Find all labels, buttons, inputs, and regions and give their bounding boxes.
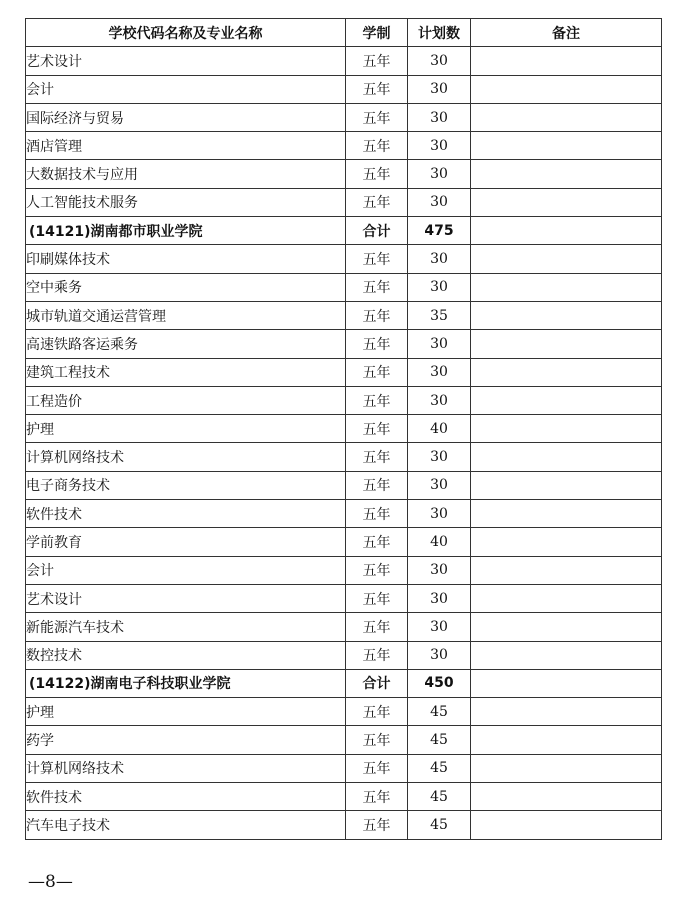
years-cell: 五年 bbox=[346, 330, 408, 358]
major-name-cell: 数控技术 bbox=[26, 641, 346, 669]
major-name-cell: 汽车电子技术 bbox=[26, 811, 346, 839]
years-cell: 五年 bbox=[346, 132, 408, 160]
years-cell: 五年 bbox=[346, 584, 408, 612]
table-row bbox=[26, 358, 662, 386]
page-number: —8— bbox=[28, 872, 73, 892]
plan-count-cell: 30 bbox=[408, 471, 471, 499]
years-cell: 合计 bbox=[346, 669, 408, 697]
note-cell bbox=[471, 273, 662, 301]
major-name-cell: 计算机网络技术 bbox=[26, 443, 346, 471]
note-cell bbox=[471, 641, 662, 669]
table-row bbox=[26, 811, 662, 839]
major-name-cell: 国际经济与贸易 bbox=[26, 103, 346, 131]
table-row bbox=[26, 726, 662, 754]
table-row bbox=[26, 160, 662, 188]
years-cell: 五年 bbox=[346, 103, 408, 131]
enrollment-plan-table bbox=[25, 18, 662, 840]
table-row bbox=[26, 132, 662, 160]
major-name-cell: 软件技术 bbox=[26, 783, 346, 811]
years-cell: 五年 bbox=[346, 301, 408, 329]
years-cell: 五年 bbox=[346, 188, 408, 216]
table-row bbox=[26, 584, 662, 612]
header-years: 学制 bbox=[346, 19, 408, 47]
years-cell: 五年 bbox=[346, 556, 408, 584]
years-cell: 五年 bbox=[346, 358, 408, 386]
major-name-cell: 艺术设计 bbox=[26, 47, 346, 75]
plan-count-cell: 30 bbox=[408, 443, 471, 471]
table-row bbox=[26, 103, 662, 131]
note-cell bbox=[471, 386, 662, 414]
years-cell: 五年 bbox=[346, 386, 408, 414]
plan-count-cell: 45 bbox=[408, 726, 471, 754]
table-row bbox=[26, 415, 662, 443]
note-cell bbox=[471, 188, 662, 216]
school-name-cell: (14121)湖南都市职业学院 bbox=[26, 217, 346, 245]
years-cell: 五年 bbox=[346, 273, 408, 301]
plan-count-cell: 30 bbox=[408, 358, 471, 386]
major-name-cell: 计算机网络技术 bbox=[26, 754, 346, 782]
note-cell bbox=[471, 132, 662, 160]
table-row bbox=[26, 47, 662, 75]
years-cell: 五年 bbox=[346, 528, 408, 556]
table-row bbox=[26, 471, 662, 499]
table-row bbox=[26, 245, 662, 273]
table-row bbox=[26, 330, 662, 358]
major-name-cell: 护理 bbox=[26, 415, 346, 443]
years-cell: 五年 bbox=[346, 698, 408, 726]
years-cell: 五年 bbox=[346, 245, 408, 273]
note-cell bbox=[471, 103, 662, 131]
table-header-row bbox=[26, 19, 662, 47]
major-name-cell: 印刷媒体技术 bbox=[26, 245, 346, 273]
major-name-cell: 大数据技术与应用 bbox=[26, 160, 346, 188]
school-name-cell: (14122)湖南电子科技职业学院 bbox=[26, 669, 346, 697]
table-row bbox=[26, 273, 662, 301]
plan-count-cell: 475 bbox=[408, 217, 471, 245]
table-row bbox=[26, 75, 662, 103]
note-cell bbox=[471, 245, 662, 273]
note-cell bbox=[471, 358, 662, 386]
years-cell: 五年 bbox=[346, 160, 408, 188]
plan-count-cell: 30 bbox=[408, 132, 471, 160]
header-plan-count: 计划数 bbox=[408, 19, 471, 47]
major-name-cell: 空中乘务 bbox=[26, 273, 346, 301]
years-cell: 五年 bbox=[346, 726, 408, 754]
plan-count-cell: 30 bbox=[408, 273, 471, 301]
note-cell bbox=[471, 500, 662, 528]
plan-count-cell: 30 bbox=[408, 584, 471, 612]
years-cell: 五年 bbox=[346, 811, 408, 839]
table-row bbox=[26, 188, 662, 216]
table-row bbox=[26, 556, 662, 584]
major-name-cell: 会计 bbox=[26, 556, 346, 584]
plan-count-cell: 30 bbox=[408, 330, 471, 358]
header-school-major: 学校代码名称及专业名称 bbox=[26, 19, 346, 47]
plan-count-cell: 450 bbox=[408, 669, 471, 697]
years-cell: 合计 bbox=[346, 217, 408, 245]
note-cell bbox=[471, 330, 662, 358]
plan-count-cell: 45 bbox=[408, 783, 471, 811]
table-row bbox=[26, 754, 662, 782]
note-cell bbox=[471, 613, 662, 641]
major-name-cell: 新能源汽车技术 bbox=[26, 613, 346, 641]
years-cell: 五年 bbox=[346, 641, 408, 669]
plan-count-cell: 30 bbox=[408, 103, 471, 131]
note-cell bbox=[471, 75, 662, 103]
years-cell: 五年 bbox=[346, 754, 408, 782]
plan-count-cell: 30 bbox=[408, 556, 471, 584]
plan-count-cell: 45 bbox=[408, 811, 471, 839]
plan-count-cell: 30 bbox=[408, 613, 471, 641]
header-note: 备注 bbox=[471, 19, 662, 47]
plan-count-cell: 30 bbox=[408, 386, 471, 414]
plan-count-cell: 30 bbox=[408, 47, 471, 75]
major-name-cell: 建筑工程技术 bbox=[26, 358, 346, 386]
plan-count-cell: 45 bbox=[408, 698, 471, 726]
years-cell: 五年 bbox=[346, 471, 408, 499]
major-name-cell: 城市轨道交通运营管理 bbox=[26, 301, 346, 329]
major-name-cell: 护理 bbox=[26, 698, 346, 726]
plan-count-cell: 30 bbox=[408, 245, 471, 273]
plan-count-cell: 35 bbox=[408, 301, 471, 329]
years-cell: 五年 bbox=[346, 443, 408, 471]
table-row bbox=[26, 613, 662, 641]
table-row bbox=[26, 443, 662, 471]
note-cell bbox=[471, 726, 662, 754]
table-row bbox=[26, 783, 662, 811]
major-name-cell: 工程造价 bbox=[26, 386, 346, 414]
major-name-cell: 药学 bbox=[26, 726, 346, 754]
table-row bbox=[26, 301, 662, 329]
plan-count-cell: 40 bbox=[408, 415, 471, 443]
note-cell bbox=[471, 556, 662, 584]
table-row bbox=[26, 641, 662, 669]
major-name-cell: 软件技术 bbox=[26, 500, 346, 528]
years-cell: 五年 bbox=[346, 75, 408, 103]
major-name-cell: 学前教育 bbox=[26, 528, 346, 556]
major-name-cell: 酒店管理 bbox=[26, 132, 346, 160]
note-cell bbox=[471, 698, 662, 726]
school-total-row bbox=[26, 669, 662, 697]
major-name-cell: 高速铁路客运乘务 bbox=[26, 330, 346, 358]
years-cell: 五年 bbox=[346, 783, 408, 811]
note-cell bbox=[471, 415, 662, 443]
years-cell: 五年 bbox=[346, 500, 408, 528]
table-row bbox=[26, 698, 662, 726]
note-cell bbox=[471, 471, 662, 499]
plan-count-cell: 40 bbox=[408, 528, 471, 556]
table-row bbox=[26, 528, 662, 556]
years-cell: 五年 bbox=[346, 415, 408, 443]
years-cell: 五年 bbox=[346, 613, 408, 641]
note-cell bbox=[471, 669, 662, 697]
major-name-cell: 艺术设计 bbox=[26, 584, 346, 612]
plan-count-cell: 30 bbox=[408, 75, 471, 103]
note-cell bbox=[471, 443, 662, 471]
table-row bbox=[26, 386, 662, 414]
note-cell bbox=[471, 754, 662, 782]
table-body bbox=[26, 47, 662, 839]
plan-count-cell: 30 bbox=[408, 500, 471, 528]
note-cell bbox=[471, 301, 662, 329]
note-cell bbox=[471, 47, 662, 75]
note-cell bbox=[471, 584, 662, 612]
plan-count-cell: 30 bbox=[408, 188, 471, 216]
years-cell: 五年 bbox=[346, 47, 408, 75]
plan-count-cell: 45 bbox=[408, 754, 471, 782]
note-cell bbox=[471, 217, 662, 245]
note-cell bbox=[471, 811, 662, 839]
major-name-cell: 会计 bbox=[26, 75, 346, 103]
table-row bbox=[26, 500, 662, 528]
plan-count-cell: 30 bbox=[408, 641, 471, 669]
note-cell bbox=[471, 160, 662, 188]
note-cell bbox=[471, 783, 662, 811]
major-name-cell: 电子商务技术 bbox=[26, 471, 346, 499]
major-name-cell: 人工智能技术服务 bbox=[26, 188, 346, 216]
school-total-row bbox=[26, 217, 662, 245]
note-cell bbox=[471, 528, 662, 556]
plan-count-cell: 30 bbox=[408, 160, 471, 188]
